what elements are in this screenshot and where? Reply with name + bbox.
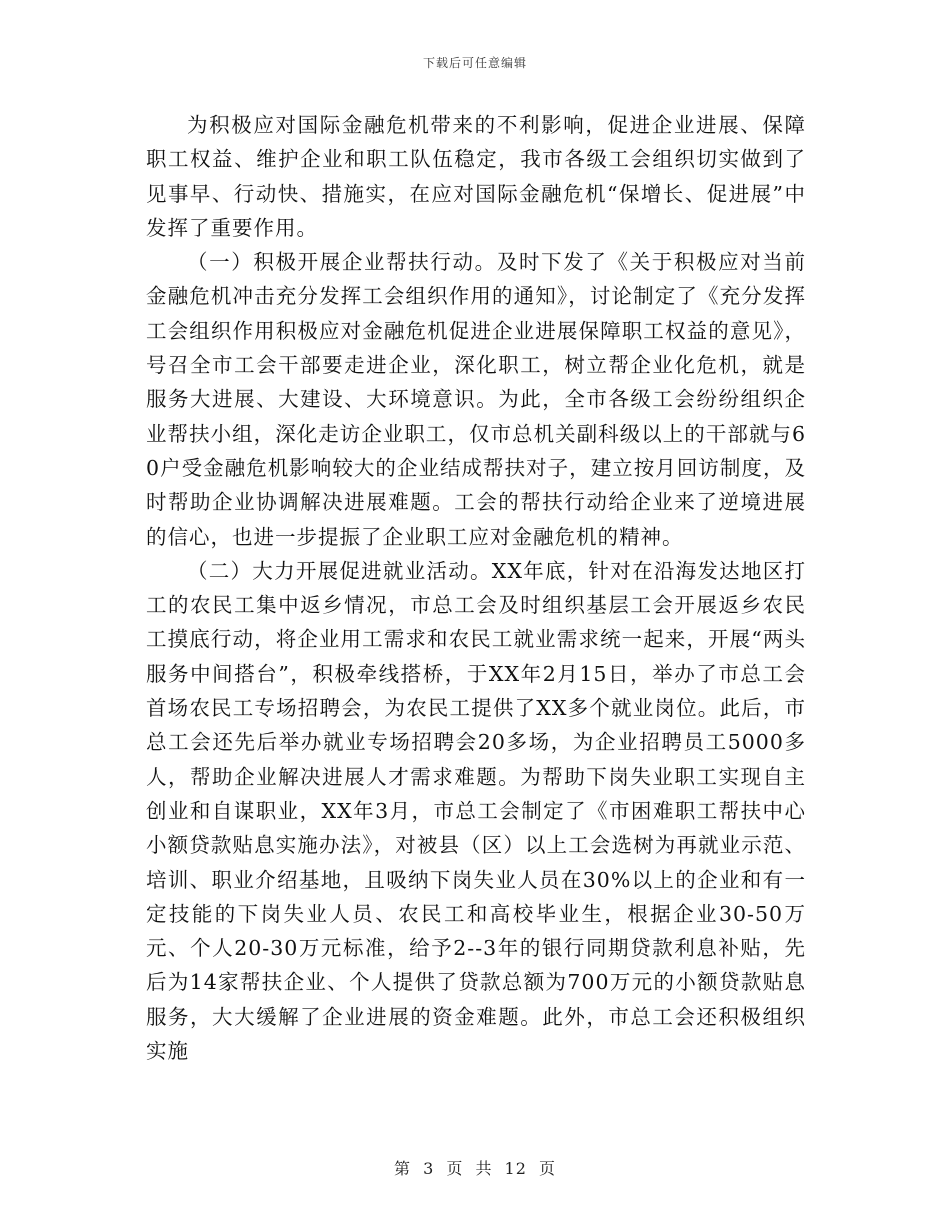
document-body [146,108,806,1068]
header-note: 下载后可任意编辑 [422,56,527,70]
paragraph-section-1: （一）积极开展企业帮扶行动。及时下发了《关于积极应对当前金融危机冲击充分发挥工会组织作用的通知》，讨论制定了《充分发挥工会组织作用积极应对金融危机促进企业进展保障职工权益的意见》，号召全市工会干部要走进企业，深化职工，树立帮企业化危机，就是服务大进展、大建设、大环境意识。为此，全市各级工会纷纷组织企业帮扶小组，深化走访企业职工，仅市总机关副科级以上的干部就与60户受金融危机影响较大的企业结成帮扶对子，建立按月回访制度，及时帮助企业协调解决进展难题。工会的帮扶行动给企业来了逆境进展的信心，也进一步提振了企业职工应对金融危机的精神。 [146,250,806,549]
page-number-footer: 第 3 页 共 12 页 [394,1159,556,1178]
paragraph-section-2: （二）大力开展促进就业活动。XX年底，针对在沿海发达地区打工的农民工集中返乡情况，市总工会及时组织基层工会开展返乡农民工摸底行动，将企业用工需求和农民工就业需求统一起来，开展“两头服务中间搭台”，积极牵线搭桥，于XX年2月15日，举办了市总工会首场农民工专场招聘会，为农民工提供了XX多个就业岗位。此后，市总工会还先后举办就业专场招聘会20多场，为企业招聘员工5000多人，帮助企业解决进展人才需求难题。为帮助下岗失业职工实现自主创业和自谋职业，XX年3月，市总工会制定了《市困难职工帮扶中心小额贷款贴息实施办法》，对被县（区）以上工会选树为再就业示范、培训、职业介绍基地，且吸纳下岗失业人员在30%以上的企业和有一定技能的下岗失业人员、农民工和高校毕业生，根据企业30-50万元、个人20-30万元标准，给予2--3年的银行同期贷款利息补贴，先后为14家帮扶企业、个人提供了贷款总额为700万元的小额贷款贴息服务，大大缓解了企业进展的资金难题。此外，市总工会还积极组织实施 [146,558,806,1064]
paragraph-intro: 为积极应对国际金融危机带来的不利影响，促进企业进展、保障职工权益、维护企业和职工队伍稳定，我市各级工会组织切实做到了见事早、行动快、措施实，在应对国际金融危机“保增长、促进展”中发挥了重要作用。 [146,113,806,240]
